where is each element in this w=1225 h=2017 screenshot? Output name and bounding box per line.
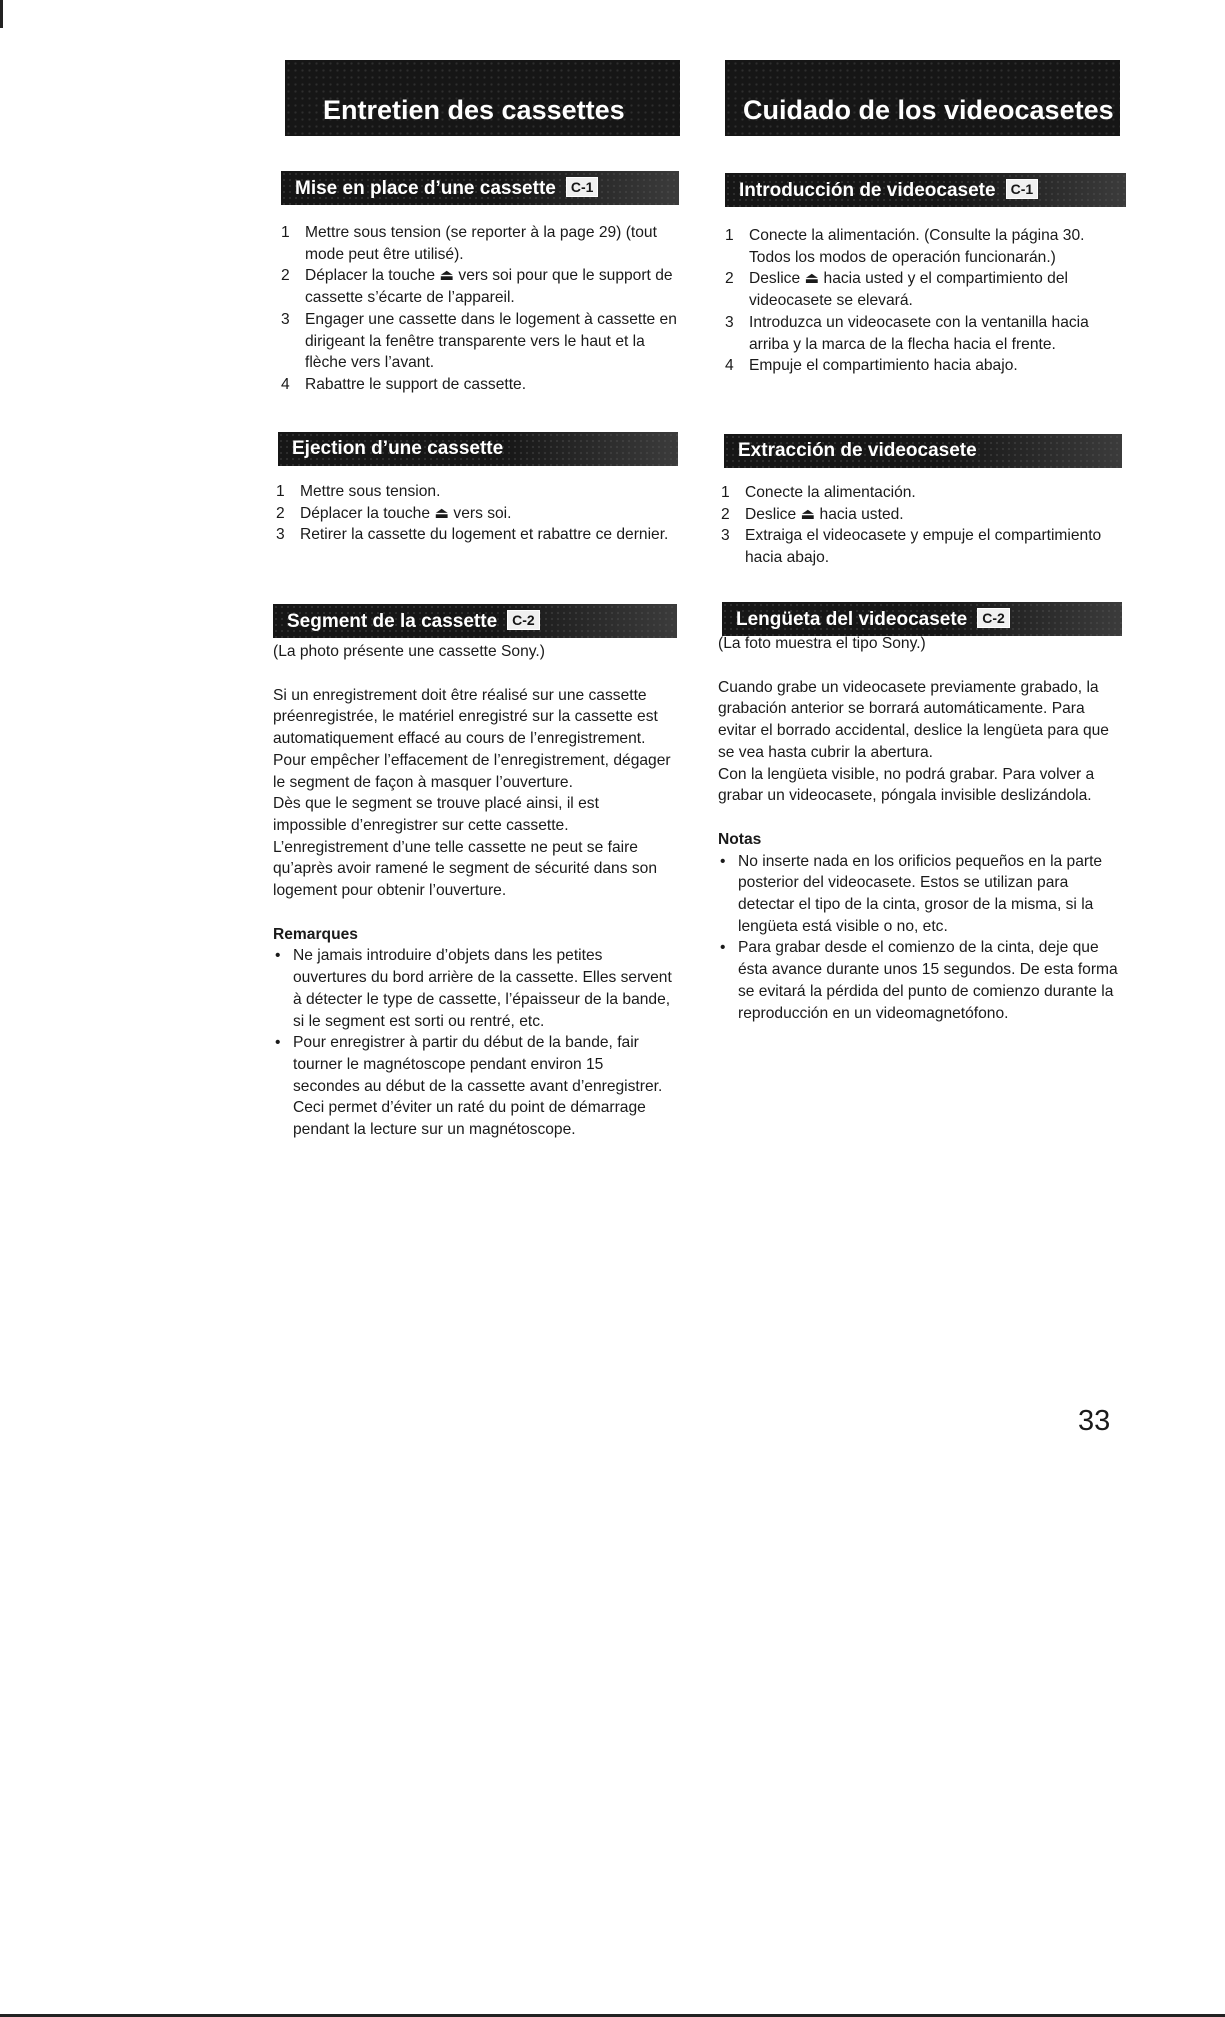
photo-caption: (La photo présente une cassette Sony.) bbox=[273, 643, 545, 660]
list-item: 2 Deslice ⏏ hacia usted y el compartimiento del videocasete se elevará. bbox=[725, 270, 1068, 310]
list-item: 3 Engager une cassette dans le logement à cassette en dirigeant la fenêtre transparente vers le haut et la flèche vers l’avant. bbox=[281, 310, 677, 372]
spanish-section1-heading bbox=[725, 173, 1126, 207]
spanish-section3-heading bbox=[722, 602, 1122, 636]
list-item: 4 Rabattre le support de cassette. bbox=[281, 375, 527, 393]
list-item: • No inserte nada en los orificios pequeños en la parte posterior del videocasete. Estos se utilizan para detectar el tipo de la cinta, grosor de la misma, si la lengüeta está visible o no, etc. bbox=[718, 851, 1118, 938]
notes-title: Remarques bbox=[273, 925, 358, 943]
list-item: 1 Conecte la alimentación. bbox=[721, 484, 916, 501]
french-section3-heading bbox=[273, 604, 677, 638]
figure-tag: C-1 bbox=[1006, 179, 1039, 199]
notes-title: Notas bbox=[718, 830, 762, 848]
list-item: 2 Deslice ⏏ hacia usted. bbox=[721, 505, 904, 523]
heading-text: Lengüeta del videocasete bbox=[736, 609, 968, 630]
body-paragraph: Cuando grabe un videocasete previamente grabado, la grabación anterior se borrará automáticamente. Para evitar el borrado accidental, deslice la lengüeta para que se vea hasta cubrir la abertura. bbox=[718, 678, 1109, 761]
list-item: 3 Introduzca un videocasete con la ventanilla hacia arriba y la marca de la flecha hacia el frente. bbox=[725, 313, 1089, 353]
french-title-banner bbox=[285, 60, 680, 136]
french-title: Entretien des cassettes bbox=[323, 95, 625, 125]
french-section1-steps bbox=[277, 222, 682, 396]
french-section1-heading bbox=[281, 171, 679, 205]
photo-caption: (La foto muestra el tipo Sony.) bbox=[718, 635, 926, 652]
heading-text: Introducción de videocasete bbox=[739, 180, 996, 201]
list-item: 1 Mettre sous tension (se reporter à la page 29) (tout mode peut être utilisé). bbox=[281, 224, 657, 263]
spanish-section2-heading bbox=[724, 434, 1122, 468]
list-item: 2 Déplacer la touche ⏏ vers soi. bbox=[276, 504, 512, 522]
heading-text: Mise en place d’une cassette bbox=[295, 178, 556, 199]
scan-edge-mark bbox=[0, 0, 3, 28]
body-paragraph: Dès que le segment se trouve placé ainsi, il est impossible d’enregistrer sur cette cassette. L’enregistrement d’une telle cassette ne peut se faire qu’après avoir ramené le segment de sécurité dans son logement pour obtenir l’ouverture. bbox=[273, 795, 657, 900]
list-item: • Pour enregistrer à partir du début de la bande, fair tourner le magnétoscope pendant environ 15 secondes au début de la cassette avant d’enregistrer. Ceci permet d’éviter un raté du point de démarrage pendant la lecture sur un magnétoscope. bbox=[273, 1032, 673, 1141]
list-item: 3 Extraiga el videocasete y empuje el compartimiento hacia abajo. bbox=[721, 527, 1102, 567]
spanish-title: Cuidado de los videocasetes bbox=[743, 95, 1114, 125]
heading-text: Segment de la cassette bbox=[287, 611, 498, 632]
list-item: • Para grabar desde el comienzo de la cinta, deje que ésta avance durante unos 15 segundos. De esta forma se evitará la pérdida del punto de comienzo durante la reproducción en un videomagnetófono. bbox=[718, 937, 1118, 1024]
figure-tag: C-2 bbox=[507, 610, 540, 630]
spanish-section3-body bbox=[718, 633, 1118, 1024]
heading-text: Ejection d’une cassette bbox=[292, 438, 504, 459]
figure-tag: C-2 bbox=[977, 608, 1010, 628]
french-section3-body bbox=[273, 641, 673, 1141]
list-item: 1 Mettre sous tension. bbox=[276, 483, 441, 500]
body-paragraph: Con la lengüeta visible, no podrá grabar. Para volver a grabar un videocasete, póngala invisible deslizándola. bbox=[718, 765, 1095, 805]
french-section2-steps bbox=[272, 481, 672, 546]
spanish-section2-steps bbox=[717, 482, 1117, 569]
list-item: 1 Conecte la alimentación. (Consulte la página 30. Todos los modos de operación funcionarán.) bbox=[725, 227, 1085, 266]
page-number: 33 bbox=[1078, 1405, 1111, 1437]
french-section2-heading bbox=[278, 432, 678, 466]
spanish-title-banner bbox=[725, 60, 1120, 136]
heading-text: Extracción de videocasete bbox=[738, 440, 977, 461]
list-item: • Ne jamais introduire d’objets dans les petites ouvertures du bord arrière de la cassette. Elles servent à détecter le type de cassette, l’épaisseur de la bande, si le segment est sorti ou rentré, etc. bbox=[273, 945, 673, 1032]
list-item: 3 Retirer la cassette du logement et rabattre ce dernier. bbox=[276, 526, 669, 544]
spanish-section1-steps bbox=[721, 225, 1126, 377]
list-item: 2 Déplacer la touche ⏏ vers soi pour que le support de cassette s’écarte de l’appareil. bbox=[281, 267, 673, 307]
figure-tag: C-1 bbox=[566, 177, 599, 197]
body-paragraph: Si un enregistrement doit être réalisé sur une cassette préenregistrée, le matériel enregistré sur la cassette est automatiquement effacé au cours de l’enregistrement. Pour empêcher l’effacement de l’enregistrement, dégager le segment de façon à masquer l’ouverture. bbox=[273, 686, 671, 791]
list-item: 4 Empuje el compartimiento hacia abajo. bbox=[725, 357, 1018, 375]
